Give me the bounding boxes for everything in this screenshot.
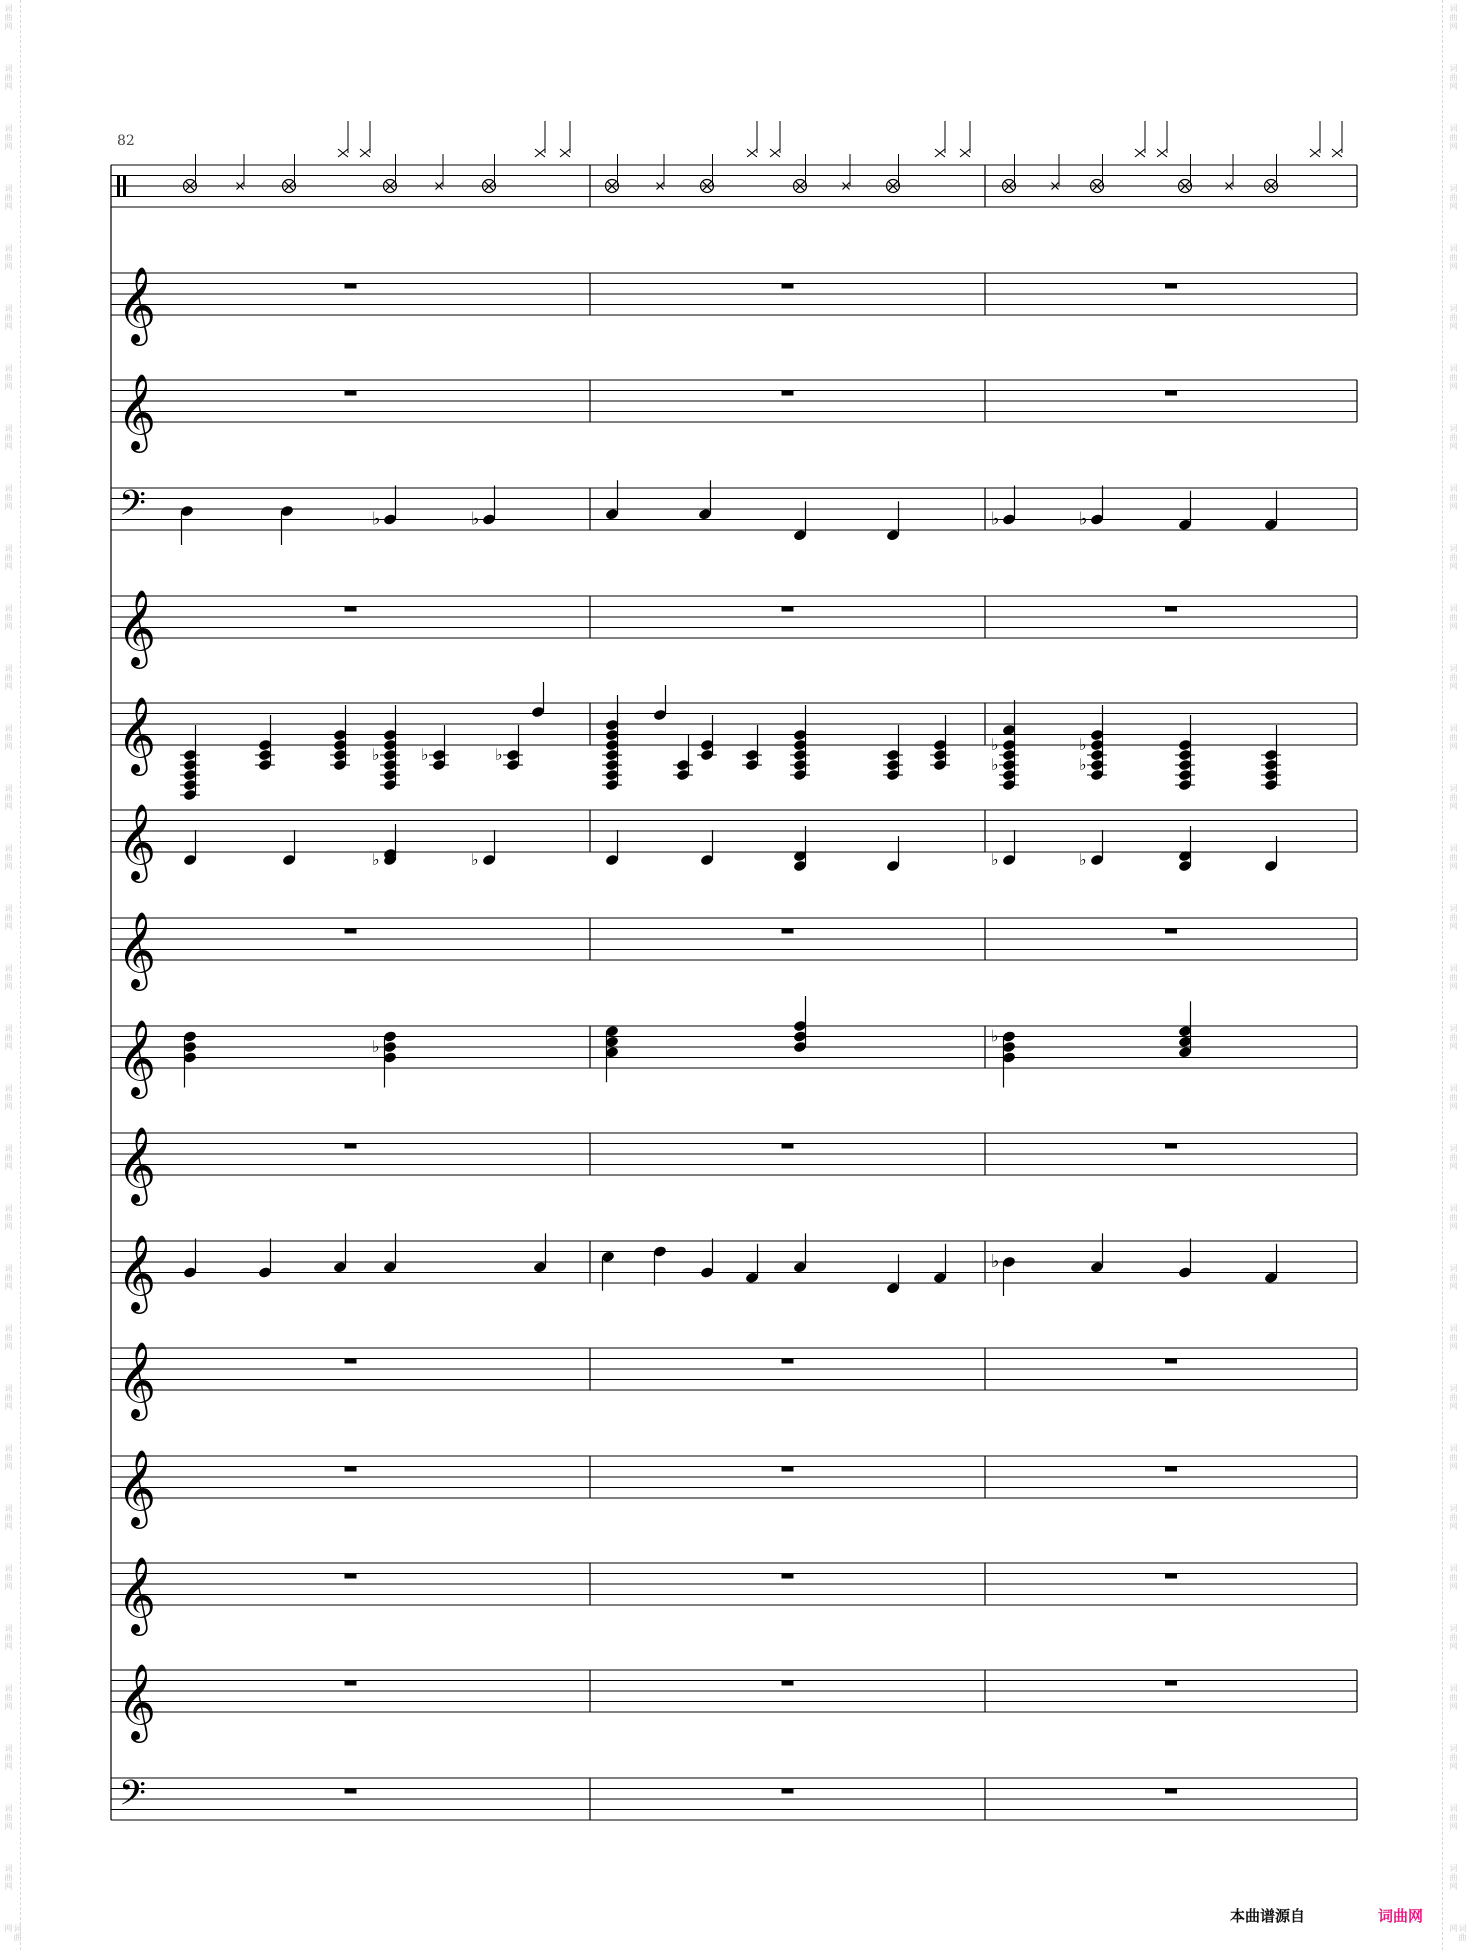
flat-icon: ♭ bbox=[991, 508, 1000, 530]
watermark-text: 词曲网 bbox=[4, 1504, 13, 1531]
flat-icon: ♭ bbox=[991, 755, 999, 774]
watermark-text: 词曲网 bbox=[1449, 1324, 1458, 1351]
watermark-text: 词曲网 bbox=[1449, 1744, 1458, 1771]
treble-clef-icon: 𝄞 bbox=[117, 589, 157, 666]
watermark-text: 词曲网 bbox=[1449, 1024, 1458, 1051]
whole-rest bbox=[782, 1144, 794, 1149]
whole-rest bbox=[345, 1359, 357, 1364]
treble-clef-icon: 𝄞 bbox=[117, 1556, 157, 1633]
whole-rest bbox=[345, 391, 357, 396]
watermark-text: 词曲网 bbox=[4, 1204, 13, 1231]
whole-rest bbox=[1165, 1359, 1177, 1364]
watermark-text: 词曲网 bbox=[4, 1264, 13, 1291]
whole-rest bbox=[782, 1789, 794, 1794]
treble-clef-icon: 𝄞 bbox=[117, 911, 157, 988]
flat-icon: ♭ bbox=[1079, 508, 1088, 530]
watermark-text: 词曲网 bbox=[1449, 1144, 1458, 1171]
treble-clef-icon: 𝄞 bbox=[117, 1019, 157, 1096]
watermark-text: 词曲网 bbox=[4, 724, 13, 751]
whole-rest bbox=[782, 929, 794, 934]
watermark-text: 词曲网 bbox=[1449, 304, 1458, 331]
whole-rest bbox=[782, 1574, 794, 1579]
watermark-text: 词曲网 bbox=[1449, 1084, 1458, 1111]
whole-rest bbox=[1165, 1467, 1177, 1472]
treble-clef-icon: 𝄞 bbox=[117, 1663, 157, 1740]
watermark-text: 词曲网 bbox=[4, 1324, 13, 1351]
whole-rest bbox=[782, 1467, 794, 1472]
flat-icon: ♭ bbox=[372, 1037, 380, 1056]
watermark-text: 词曲网 bbox=[1449, 184, 1458, 211]
flat-icon: ♭ bbox=[991, 735, 999, 754]
watermark-text: 词曲网 bbox=[4, 604, 13, 631]
watermark-text: 词曲网 bbox=[4, 124, 13, 151]
whole-rest bbox=[1165, 1144, 1177, 1149]
watermark-text: 词曲网 bbox=[4, 844, 13, 871]
watermark-text: 词曲网 bbox=[4, 544, 13, 571]
watermark-text: 词曲网 bbox=[1449, 1864, 1458, 1891]
whole-rest bbox=[345, 1144, 357, 1149]
whole-rest bbox=[345, 1681, 357, 1686]
watermark-text: 词曲网 bbox=[4, 1444, 13, 1471]
treble-clef-icon: 𝄞 bbox=[117, 266, 157, 343]
watermark-text: 词曲网 bbox=[1449, 964, 1458, 991]
watermark-text: 词曲网 bbox=[1449, 784, 1458, 811]
flat-icon: ♭ bbox=[372, 508, 381, 530]
watermark-text: 词曲网 bbox=[4, 364, 13, 391]
watermark-text: 词曲网 bbox=[1449, 4, 1458, 31]
watermark-text: 词曲网 bbox=[1449, 604, 1458, 631]
watermark-text: 词曲网 bbox=[1449, 1564, 1458, 1591]
watermark-text: 词曲网 bbox=[4, 1624, 13, 1651]
flat-icon: ♭ bbox=[495, 745, 503, 764]
flat-icon: ♭ bbox=[1079, 755, 1087, 774]
whole-rest bbox=[782, 391, 794, 396]
watermark-text: 词曲网 bbox=[4, 424, 13, 451]
watermark-text: 词曲网 bbox=[4, 1924, 22, 1942]
watermark-text: 词曲网 bbox=[1449, 364, 1458, 391]
percussion-clef-icon bbox=[117, 176, 120, 197]
watermark-text: 词曲网 bbox=[4, 664, 13, 691]
watermark-text: 词曲网 bbox=[4, 1084, 13, 1111]
whole-rest bbox=[345, 1789, 357, 1794]
watermark-text: 词曲网 bbox=[1449, 484, 1458, 511]
whole-rest bbox=[782, 284, 794, 289]
whole-rest bbox=[345, 1574, 357, 1579]
watermark-text: 词曲网 bbox=[4, 964, 13, 991]
watermark-text: 词曲网 bbox=[4, 484, 13, 511]
treble-clef-icon: 𝄞 bbox=[117, 373, 157, 450]
watermark-text: 词曲网 bbox=[1449, 64, 1458, 91]
footer-source-label: 本曲谱源自 bbox=[1230, 1907, 1306, 1925]
watermark-text: 词曲网 bbox=[1449, 664, 1458, 691]
watermark-text: 词曲网 bbox=[4, 1564, 13, 1591]
whole-rest bbox=[782, 607, 794, 612]
watermark-text: 词曲网 bbox=[1449, 1684, 1458, 1711]
measure-number: 82 bbox=[117, 133, 135, 149]
watermark-text: 词曲网 bbox=[4, 1024, 13, 1051]
watermark-text: 词曲网 bbox=[1449, 1204, 1458, 1231]
watermark-text: 词曲网 bbox=[1449, 1384, 1458, 1411]
bass-clef-icon: 𝄢 bbox=[119, 1772, 147, 1822]
watermark-text: 词曲网 bbox=[4, 184, 13, 211]
treble-clef-icon: 𝄞 bbox=[117, 696, 157, 773]
watermark-text: 词曲网 bbox=[4, 1144, 13, 1171]
whole-rest bbox=[345, 1467, 357, 1472]
watermark-text: 词曲网 bbox=[1449, 544, 1458, 571]
bass-clef-icon: 𝄢 bbox=[119, 482, 147, 532]
watermark-text: 词曲网 bbox=[1449, 1504, 1458, 1531]
watermark-text: 词曲网 bbox=[1449, 1804, 1458, 1831]
watermark-text: 词曲网 bbox=[1449, 1924, 1467, 1942]
whole-rest bbox=[345, 284, 357, 289]
treble-clef-icon: 𝄞 bbox=[117, 1449, 157, 1526]
watermark-text: 词曲网 bbox=[4, 1684, 13, 1711]
flat-icon: ♭ bbox=[991, 850, 999, 869]
watermark-text: 词曲网 bbox=[4, 784, 13, 811]
whole-rest bbox=[1165, 929, 1177, 934]
watermark-text: 词曲网 bbox=[1449, 844, 1458, 871]
whole-rest bbox=[1165, 284, 1177, 289]
watermark-text: 词曲网 bbox=[4, 304, 13, 331]
watermark-text: 词曲网 bbox=[1449, 424, 1458, 451]
whole-rest bbox=[782, 1681, 794, 1686]
watermark-text: 词曲网 bbox=[4, 4, 13, 31]
watermark-text: 词曲网 bbox=[4, 904, 13, 931]
treble-clef-icon: 𝄞 bbox=[117, 1126, 157, 1203]
watermark-text: 词曲网 bbox=[1449, 1624, 1458, 1651]
watermark-text: 词曲网 bbox=[1449, 904, 1458, 931]
watermark-text: 词曲网 bbox=[4, 64, 13, 91]
footer-site-name: 词曲网 bbox=[1378, 1907, 1424, 1925]
watermark-text: 词曲网 bbox=[1449, 724, 1458, 751]
whole-rest bbox=[1165, 1681, 1177, 1686]
watermark-text: 词曲网 bbox=[1449, 124, 1458, 151]
whole-rest bbox=[782, 1359, 794, 1364]
watermark-text: 词曲网 bbox=[1449, 1444, 1458, 1471]
whole-rest bbox=[1165, 391, 1177, 396]
flat-icon: ♭ bbox=[471, 850, 479, 869]
flat-icon: ♭ bbox=[421, 745, 429, 764]
flat-icon: ♭ bbox=[372, 850, 380, 869]
percussion-clef-icon bbox=[123, 176, 126, 197]
treble-clef-icon: 𝄞 bbox=[117, 803, 157, 880]
flat-icon: ♭ bbox=[1079, 850, 1087, 869]
watermark-text: 词曲网 bbox=[4, 244, 13, 271]
whole-rest bbox=[1165, 1789, 1177, 1794]
whole-rest bbox=[1165, 1574, 1177, 1579]
watermark-text: 词曲网 bbox=[1449, 1264, 1458, 1291]
watermark-text: 词曲网 bbox=[1449, 244, 1458, 271]
whole-rest bbox=[1165, 607, 1177, 612]
flat-icon: ♭ bbox=[471, 508, 480, 530]
flat-icon: ♭ bbox=[991, 1026, 999, 1046]
watermark-text: 词曲网 bbox=[4, 1384, 13, 1411]
watermark-text: 词曲网 bbox=[4, 1864, 13, 1891]
whole-rest bbox=[345, 607, 357, 612]
flat-icon: ♭ bbox=[372, 745, 380, 764]
flat-icon: ♭ bbox=[1079, 735, 1087, 754]
treble-clef-icon: 𝄞 bbox=[117, 1341, 157, 1418]
treble-clef-icon: 𝄞 bbox=[117, 1234, 157, 1311]
watermark-text: 词曲网 bbox=[4, 1804, 13, 1831]
whole-rest bbox=[345, 929, 357, 934]
watermark-text: 词曲网 bbox=[4, 1744, 13, 1771]
flat-icon: ♭ bbox=[991, 1251, 1000, 1272]
